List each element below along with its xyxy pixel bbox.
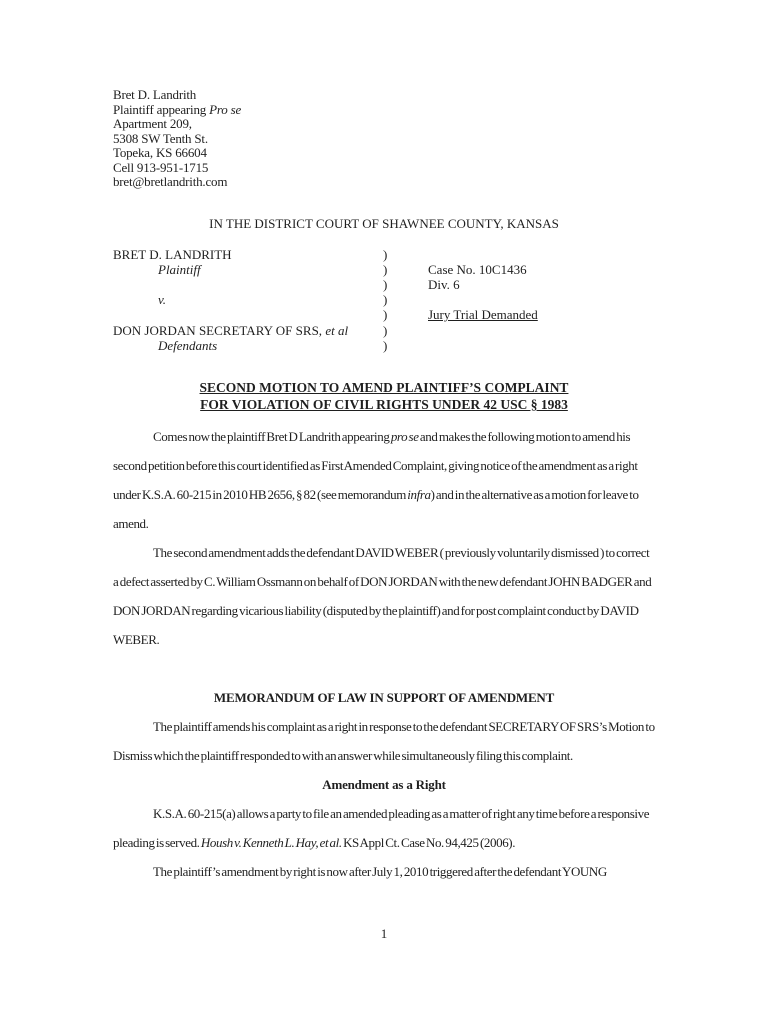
letterhead-address-block [113,88,655,190]
court-title: IN THE DISTRICT COURT OF SHAWNEE COUNTY, KANSAS [209,215,559,231]
document-body [113,422,655,886]
letterhead-line: Topeka, KS 66604 [113,145,207,160]
caption-party-cell: BRET D. LANDRITH [113,246,232,262]
caption-case-info-cell: Div. 6 [428,276,460,292]
letterhead-line: Apartment 209, [113,116,192,131]
caption-case-info-cell: Case No. 10C1436 [428,261,527,277]
letterhead-line: Cell 913-951-1715 [113,159,209,175]
page-footer [0,926,768,941]
caption-case-info-cell: Jury Trial Demanded [428,307,538,323]
caption-row [113,262,655,277]
caption-row [113,338,655,353]
caption-row [113,277,655,292]
case-caption [113,247,655,353]
caption-paren: ) [383,307,388,323]
body-paragraph: Comes now the plaintiff Bret D Landrith appearing pro se and makes the following motion to amend his second petition before this court identified as First Amended Complaint, giving notice of the amendment as a right under K.S.A. 60-215 in 2010 HB 2656, § 82 (see memorandum infra) and in the alternative as a motion for leave to amend. [113,428,639,531]
caption-paren: ) [383,337,388,353]
section-heading: MEMORANDUM OF LAW IN SUPPORT OF AMENDMENT [213,689,555,705]
caption-paren: ) [383,276,388,292]
caption-case-info-cell [428,338,655,353]
caption-paren: ) [383,246,388,262]
body-paragraph: The plaintiff amends his complaint as a right in response to the defendant SECRETARY OF SRS’s Motion to Dismiss which the plaintiff responded to with an answer while simultaneously filing this complaint. [113,718,655,763]
caption-party-cell [113,307,383,322]
caption-row [113,323,655,338]
caption-row [113,247,655,262]
body-paragraph: K.S.A. 60-215(a) allows a party to file an amended pleading as a matter of right any time before a responsive pleading is served. Housh v. Kenneth L. Hay, et al. KS Appl Ct. Case No. 94,425 (2006). [113,805,650,850]
body-paragraph: The plaintiff’s amendment by right is now after July 1, 2010 triggered after the defendant YOUNG [153,863,607,879]
motion-title-line: FOR VIOLATION OF CIVIL RIGHTS UNDER 42 USC § 1983 [200,396,568,412]
caption-case-info-cell [428,323,655,338]
caption-paren: ) [383,322,388,338]
sub-heading: Amendment as a Right [322,776,446,792]
motion-title [113,379,655,413]
caption-case-info-cell [428,292,655,307]
caption-party-cell: Plaintiff [158,261,201,277]
page-number: 1 [380,926,388,941]
letterhead-line: bret@bretlandrith.com [113,174,228,189]
caption-row [113,292,655,307]
caption-paren: ) [383,292,388,308]
caption-paren: ) [383,261,388,277]
letterhead-line: 5308 SW Tenth St. [113,130,208,146]
letterhead-line: Plaintiff appearing Pro se [113,101,242,117]
caption-party-cell [113,277,383,292]
caption-row [113,307,655,322]
body-paragraph: The second amendment adds the defendant DAVID WEBER ( previously voluntarily dismissed ) to correct a defect asserted by C. William Ossmann on behalf of DON JORDAN with the new defendant JOHN BADGER and DON JORDAN regarding vicarious liability (disputed by the plaintiff) and for post complaint conduct by DAVID WEBER. [113,544,652,647]
motion-title-line: SECOND MOTION TO AMEND PLAINTIFF’S COMPLAINT [199,379,569,395]
caption-party-cell: DON JORDAN SECRETARY OF SRS, et al [113,322,349,338]
letterhead-line: Bret D. Landrith [113,87,197,102]
caption-case-info-cell [428,247,655,262]
caption-party-cell: Defendants [158,337,218,353]
caption-party-cell: v. [158,292,167,308]
